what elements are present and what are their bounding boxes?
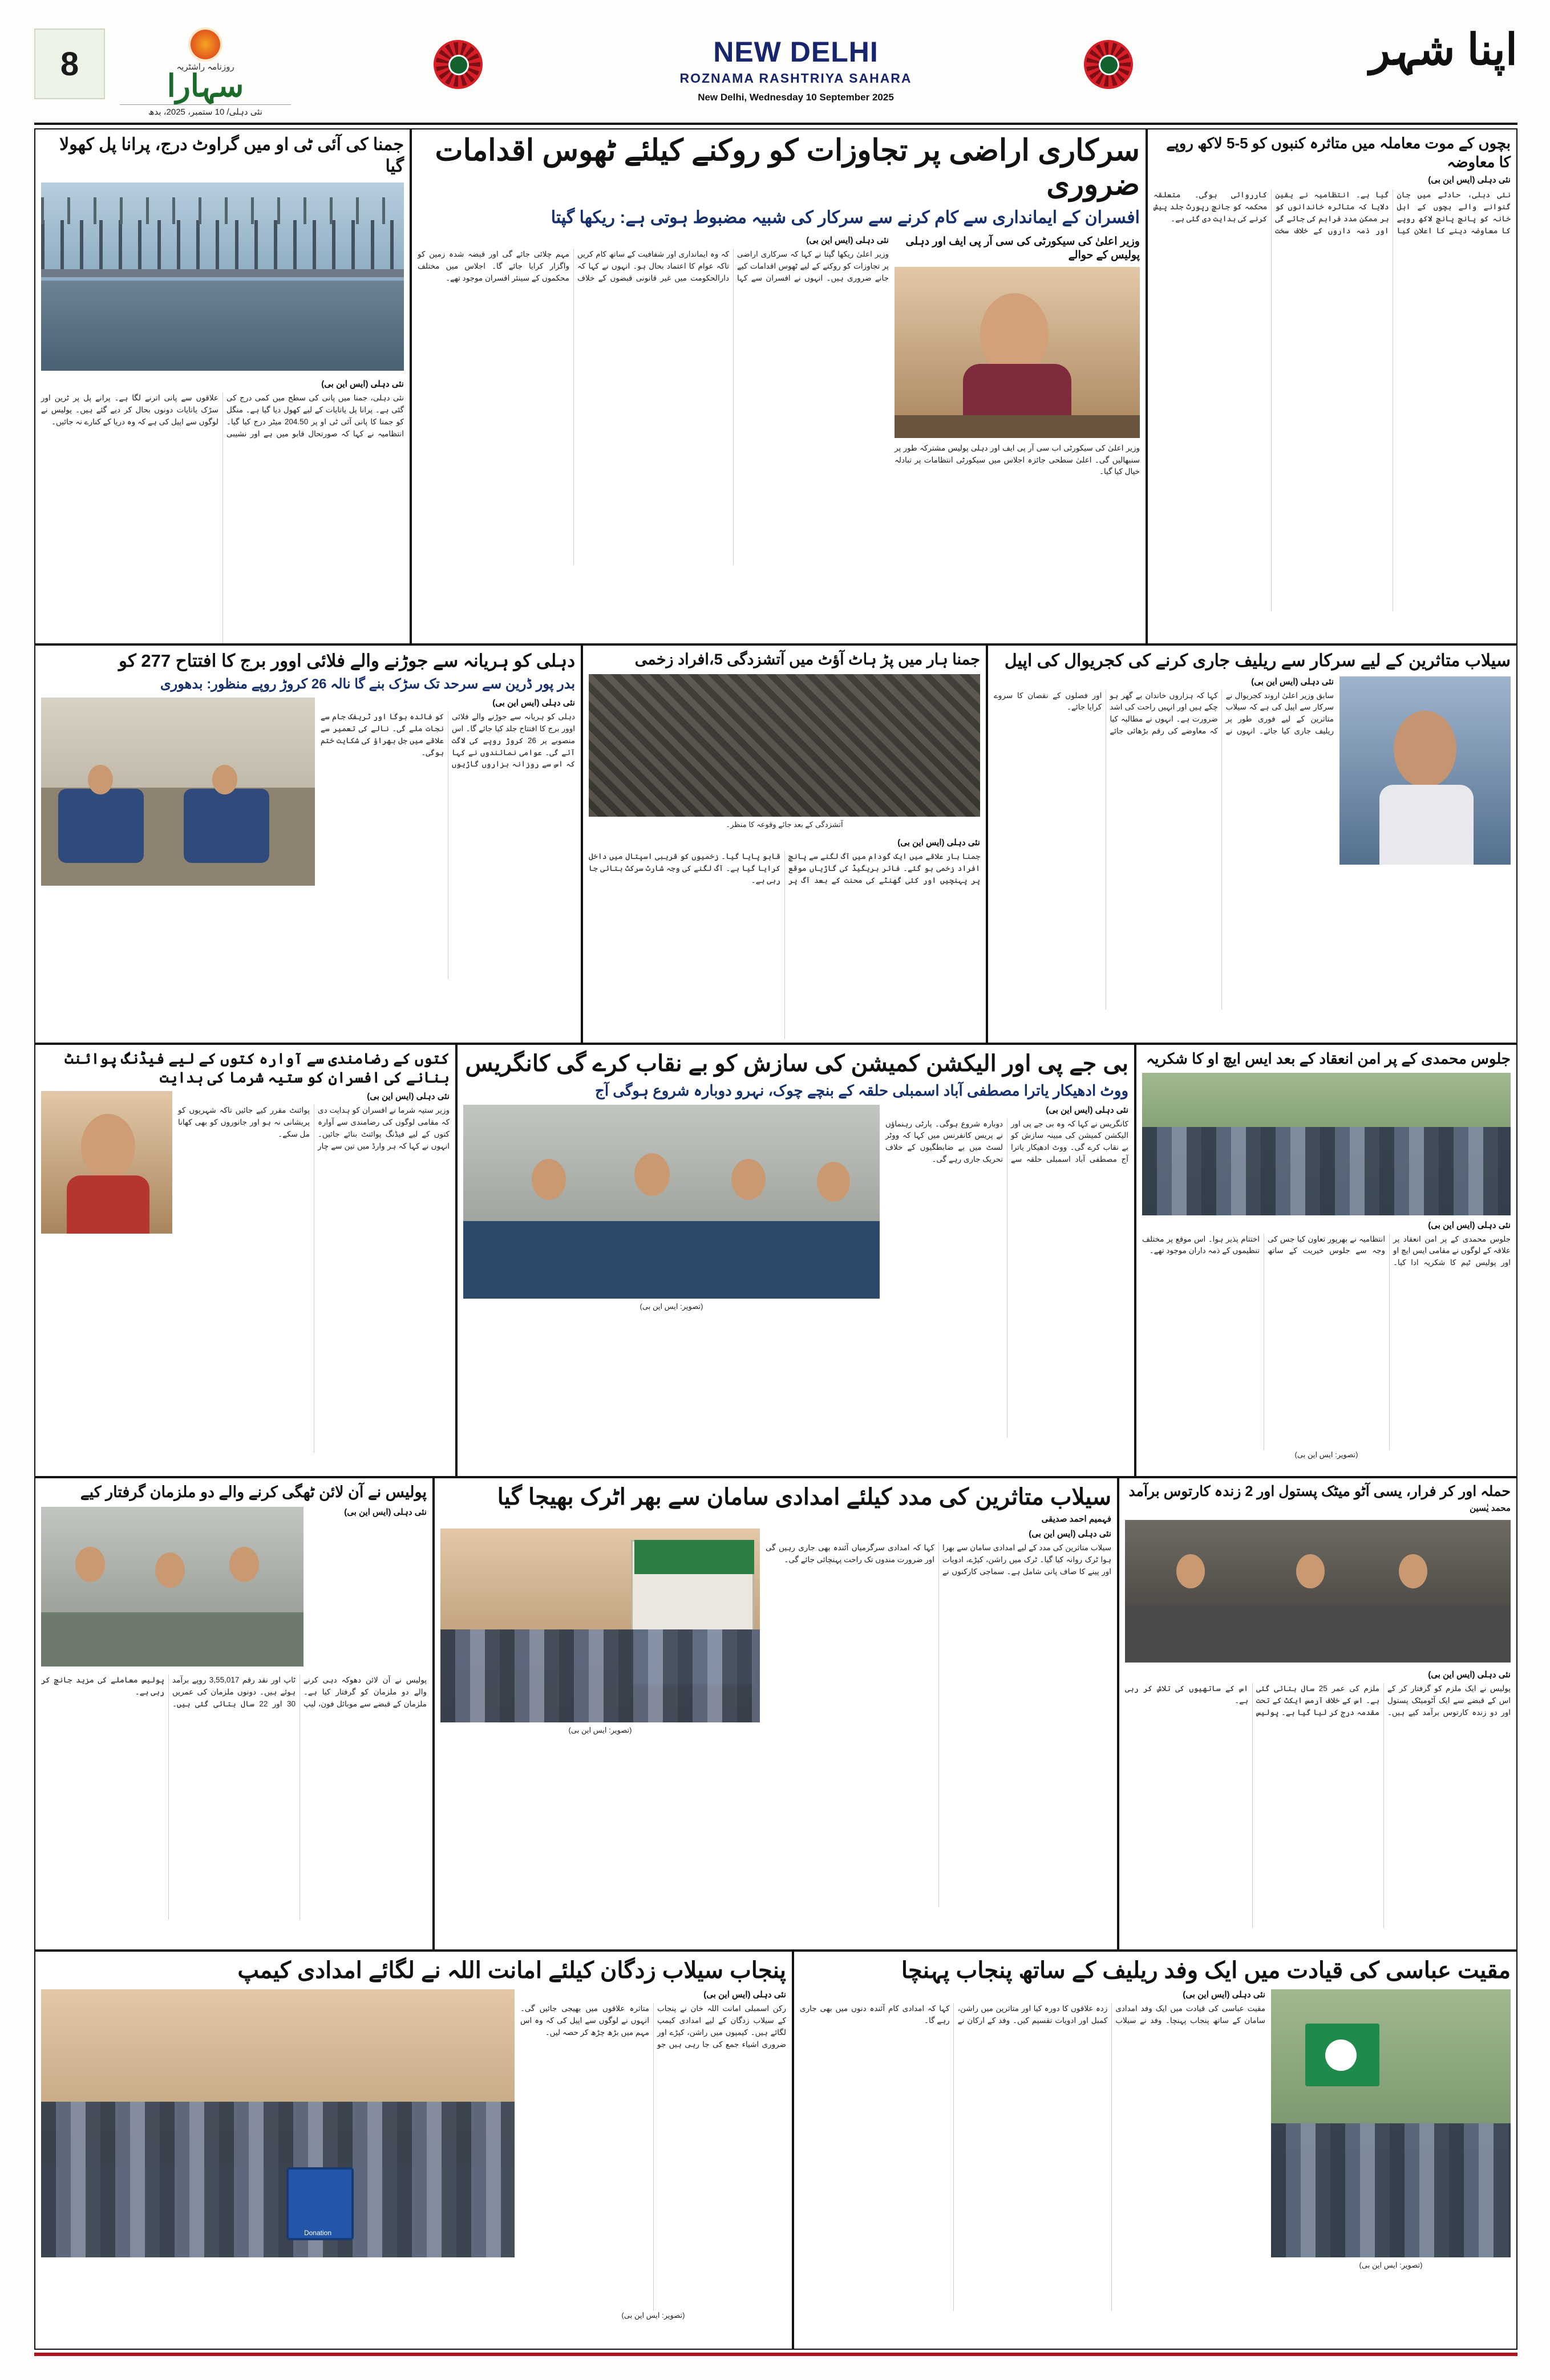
article-photo [41, 183, 404, 371]
headline: جمنا ہار میں پڑ ہاٹ آؤٹ میں آتشزدگی 5،افراد زخمی [634, 651, 980, 668]
masthead-center [525, 35, 1067, 103]
photo-caption: آتشزدگی کے بعد جائے وقوعہ کا منظر۔ [726, 820, 843, 829]
photo-caption: (تصویر: ایس این بی) [1359, 2261, 1423, 2269]
article-photo [1339, 676, 1511, 865]
photo-caption: (تصویر: ایس این بی) [568, 1726, 632, 1734]
article-jamuna-fire [582, 644, 987, 1044]
article-body: سابق وزیر اعلیٰ اروند کجریوال نے سرکار سے اپیل کی ہے کہ سیلاب متاثرین کے لیے فوری طور پر ریلیف جاری کیا جائے۔ انہوں نے کہا کہ ہزاروں خاندان بے گھر ہو چکے ہیں اور انہیں راحت کی اشد ضرورت ہے۔ انہوں نے مطالبہ کیا کہ معاوضے کی رقم بڑھائی جائے اور فصلوں کے نقصان کا سروے کرایا جائے۔ [994, 691, 1334, 736]
byline: نئی دہلی (ایس این بی) [492, 698, 575, 708]
headline: بچوں کے موت معاملہ میں متاثرہ کنبوں کو 5-5 لاکھ روپے کا معاوضہ [1166, 135, 1511, 171]
byline: نئی دہلی (ایس این بی) [1029, 1529, 1111, 1539]
edition-subtitle: ROZNAMA RASHTRIYA SAHARA [679, 71, 912, 86]
section-title: اپنا شہر [1369, 26, 1517, 74]
article-body: وزیر اعلیٰ ریکھا گپتا نے کہا کہ سرکاری اراضی پر تجاوزات کو روکنے کے لیے ٹھوس اقدامات کیے جانے ضروری ہیں۔ انہوں نے افسران سے کہا کہ وہ ایمانداری اور شفافیت کے ساتھ کام کریں تاکہ عوام کا اعتماد بحال ہو۔ انہوں نے کہا کہ دارالحکومت میں غیر قانونی قبضوں کے خلاف مہم چلائی جائے گی اور قبضہ شدہ زمین کو واگزار کرایا جائے گا۔ اجلاس میں مختلف محکموں کے سینئر افسران موجود تھے۔ [418, 250, 889, 282]
sub-article-body: وزیر اعلیٰ کی سیکورٹی اب سی آر پی ایف اور دہلی پولیس مشترکہ طور پر سنبھالیں گی۔ اعلیٰ سطحی جائزہ اجلاس میں سیکورٹی انتظامات پر تبادلہ خیال کیا گیا۔ [895, 443, 1140, 476]
article-photo [41, 1989, 515, 2257]
rosette-icon-left [434, 40, 483, 89]
article-photo [589, 674, 980, 817]
headline: حملہ اور کر فرار، یسی آٹو میٹک پستول اور 2 زندہ کارتوس برآمد [1128, 1483, 1511, 1499]
byline: نئی دہلی (ایس این بی) [367, 1092, 450, 1101]
article-photo [1125, 1520, 1511, 1663]
article-photo [41, 698, 315, 886]
byline: نئی دہلی (ایس این بی) [897, 837, 980, 848]
article-body: وزیر ستیہ شرما نے افسران کو ہدایت دی کہ مقامی لوگوں کی رضامندی سے آوارہ کتوں کے لیے فیڈنگ پوائنٹ بنائے جائیں۔ انہوں نے کہا کہ ہر وارڈ میں تین سے چار پوائنٹ مقرر کیے جائیں تاکہ شہریوں کو پریشانی نہ ہو اور جانوروں کو بھی کھانا مل سکے۔ [178, 1106, 450, 1150]
article-photo [1142, 1073, 1511, 1215]
subheadline: بدر پور ڈرین سے سرحد تک سڑک بنے گا نالہ 26 کروڑ روپے منظور: بدھوری [160, 676, 575, 692]
rosette-icon-right [1084, 40, 1133, 89]
headline: سرکاری اراضی پر تجاوزات کو روکنے کیلئے ٹھوس اقدامات ضروری [435, 134, 1140, 201]
logo-subtitle: روزنامہ راشٹریہ [176, 62, 234, 72]
subheadline: افسران کے ایمانداری سے کام کرنے سے سرکار کی شبیہ مضبوط ہوتی ہے: ریکھا گپتا [551, 208, 1140, 227]
article-punjab-camp [34, 1951, 793, 2350]
headline: سیلاب متاثرین کے لیے سرکار سے ریلیف جاری کرنے کی کجریوال کی اپیل [1004, 651, 1511, 670]
article-photo [41, 1507, 303, 1667]
headline: مقیت عباسی کی قیادت میں ایک وفد ریلیف کے ساتھ پنجاب پہنچا [901, 1958, 1511, 1983]
article-body: رکن اسمبلی امانت اللہ خان نے پنجاب کے سیلاب زدگان کے لیے امدادی کیمپ لگائے ہیں۔ کیمپوں میں راشن، کپڑے اور ضروری اشیاء جمع کی جا رہی ہیں جو متاثرہ علاقوں میں بھیجی جائیں گی۔ انہوں نے لوگوں سے اپیل کی کہ وہ اس مہم میں بڑھ چڑھ کر حصہ لیں۔ [520, 2004, 786, 2049]
headline: بی جے پی اور الیکشن کمیشن کی سازش کو بے نقاب کرے گی کانگریس [465, 1051, 1128, 1076]
headline: سیلاب متاثرین کی مدد کیلئے امدادی سامان سے بھر اٹرک بھیجا گیا [497, 1485, 1111, 1510]
headline: پنجاب سیلاب زدگان کیلئے امانت اللہ نے لگائے امدادی کیمپ [237, 1958, 786, 1983]
article-weapons-seized [1118, 1477, 1517, 1951]
sun-icon [191, 30, 220, 59]
article-children-compensation [1147, 128, 1517, 644]
byline: نئی دہلی (ایس این بی) [1428, 1220, 1511, 1230]
sub-byline: فہمیم احمد صدیقی [1041, 1514, 1111, 1524]
article-flood-relief [987, 644, 1517, 1044]
article-body: نئی دہلی، حادثے میں جان گنوانے والے بچوں کے اہل خانہ کو پانچ پانچ لاکھ روپے کا معاوضہ دینے کا اعلان کیا گیا ہے۔ انتظامیہ نے یقین دلایا کہ متاثرہ خاندانوں کو ہر ممکن مدد فراہم کی جائے گی اور ذمہ داروں کے خلاف سخت کارروائی ہوگی۔ متعلقہ محکمہ کو جانچ رپورٹ جلد پیش کرنے کی ہدایت دی گئی ہے۔ [1154, 190, 1511, 235]
masthead-section [1278, 26, 1517, 74]
article-body: مقیت عباسی کی قیادت میں ایک وفد امدادی سامان کے ساتھ پنجاب پہنچا۔ وفد نے سیلاب زدہ علاقوں کا دورہ کیا اور متاثرین میں راشن، کمبل اور ادویات تقسیم کیں۔ وفد کے ارکان نے کہا کہ امدادی کام آئندہ دنوں میں بھی جاری رہے گا۔ [800, 2004, 1265, 2025]
article-photo [895, 267, 1140, 438]
article-online-fraud [34, 1477, 434, 1951]
article-bjp-ec-congress [456, 1044, 1135, 1477]
sub-byline: وزیر اعلیٰ کی سیکورٹی کی سی آر پی ایف اور دہلی پولیس کے حوالے [905, 236, 1140, 261]
article-land-encroachment [411, 128, 1147, 644]
headline: جمنا کی آئی ٹی او میں گراوٹ درج، پرانا پل کھولا گیا [59, 135, 404, 176]
byline: نئی دہلی (ایس این بی) [1428, 1670, 1511, 1680]
headline: دہلی کو ہریانہ سے جوڑنے والے فلائی اوور برج کا افتتاح 277 کو [119, 651, 575, 671]
edition-date: New Delhi, Wednesday 10 September 2025 [698, 92, 894, 103]
article-jalsa-mohammadi [1135, 1044, 1517, 1477]
byline: نئی دہلی (ایس این بی) [806, 236, 889, 246]
masthead [34, 23, 1517, 125]
article-feeding-points [34, 1044, 456, 1477]
photo-caption: (تصویر: ایس این بی) [1294, 1450, 1358, 1459]
headline: کتوں کے رضامندی سے آوارہ کتوں کے لیے فیڈنگ پوائنٹ بنانے کی افسران کو ستیہ شرما کی ہدایت [64, 1050, 450, 1086]
article-relief-truck [434, 1477, 1118, 1951]
byline: نئی دہلی (ایس این بی) [1046, 1105, 1128, 1115]
byline: نئی دہلی (ایس این بی) [1183, 1990, 1265, 2000]
article-body: کانگریس نے کہا کہ وہ بی جے پی اور الیکشن کمیشن کی مبینہ سازش کو بے نقاب کرے گی۔ ووٹ ادھیکار یاترا آج مصطفی آباد اسمبلی حلقہ سے دوبارہ شروع ہوگی۔ پارٹی رہنماؤں نے پریس کانفرنس میں کہا کہ ووٹر لسٹ میں بے ضابطگیوں کے خلاف تحریک جاری رہے گی۔ [885, 1119, 1128, 1164]
article-photo [463, 1105, 880, 1299]
article-punjab-relief [793, 1951, 1517, 2350]
byline: نئی دہلی (ایس این بی) [1428, 175, 1511, 185]
publication-logo [120, 30, 291, 117]
headline: پولیس نے آن لائن ٹھگی کرنے والے دو ملزمان گرفتار کیے [80, 1483, 427, 1501]
sub-byline: محمد یٰسین [1470, 1503, 1511, 1514]
article-photo [440, 1528, 760, 1722]
article-body: پولیس نے ایک ملزم کو گرفتار کر کے اس کے قبضے سے ایک آٹومیٹک پستول اور دو زندہ کارتوس برآمد کیے ہیں۔ ملزم کی عمر 25 سال بتائی گئی ہے۔ اس کے خلاف آرمس ایکٹ کے تحت مقدمہ درج کر لیا گیا ہے۔ پولیس اس کے ساتھیوں کی تلاش کر رہی ہے۔ [1125, 1684, 1511, 1717]
byline: نئی دہلی (ایس این بی) [703, 1990, 786, 2000]
byline: نئی دہلی (ایس این بی) [344, 1507, 427, 1517]
article-body: سیلاب متاثرین کی مدد کے لیے امدادی سامان سے بھرا ہوا ٹرک روانہ کیا گیا۔ ٹرک میں راشن، کپڑے، ادویات اور پینے کا صاف پانی شامل ہے۔ سماجی کارکنوں نے کہا کہ امدادی سرگرمیاں آئندہ بھی جاری رہیں گی اور ضرورت مندوں تک راحت پہنچائی جائے گی۔ [766, 1543, 1111, 1576]
article-photo [41, 1091, 172, 1234]
footer-rule [34, 2353, 1517, 2356]
photo-caption: (تصویر: ایس این بی) [621, 2311, 685, 2320]
article-body: جلوس محمدی کے پر امن انعقاد پر علاقہ کے لوگوں نے مقامی ایس ایچ او اور پولیس ٹیم کا شکریہ ادا کیا۔ انتظامیہ نے بھرپور تعاون کیا جس کی وجہ سے جلوس خیریت کے ساتھ اختتام پذیر ہوا۔ اس موقع پر مختلف تنظیموں کے ذمہ داران موجود تھے۔ [1142, 1234, 1511, 1267]
article-photo [1271, 1989, 1511, 2257]
page-grid [34, 128, 1517, 2353]
photo-caption: (تصویر: ایس این بی) [640, 1302, 703, 1311]
article-body: جمنا ہار علاقے میں ایک گودام میں آگ لگنے سے پانچ افراد زخمی ہو گئے۔ فائر بریگیڈ کی گاڑیاں موقع پر پہنچیں اور کئی گھنٹے کی محنت کے بعد آگ پر قابو پایا گیا۔ زخمیوں کو قریبی اسپتال میں داخل کرایا گیا ہے۔ آگ لگنے کی وجہ شارٹ سرکٹ بتائی جا رہی ہے۔ [589, 852, 980, 885]
article-body: نئی دہلی، جمنا میں پانی کی سطح میں کمی درج کی گئی ہے۔ پرانا پل یاتایات کے لیے کھول دیا گیا ہے۔ منگل کو جمنا کا پانی آئی ٹی او پر 204.50 میٹر درج کیا گیا۔ انتظامیہ نے کہا کہ صورتحال قابو میں ہے اور نشیبی علاقوں سے پانی اترنے لگا ہے۔ پرانے پل پر ٹرین اور سڑک یاتایات دونوں بحال کر دیے گئے ہیں۔ پولیس نے لوگوں سے اپیل کی ہے کہ وہ دریا کے کنارے نہ جائیں۔ [41, 394, 404, 438]
logo-date: نئی دہلی/ 10 ستمبر، 2025، بدھ [120, 104, 291, 117]
edition-title: NEW DELHI [713, 36, 879, 68]
logo-title: سہارا [167, 69, 244, 103]
page-number: 8 [34, 29, 105, 99]
headline: جلوس محمدی کے پر امن انعقاد کے بعد ایس ایچ او کا شکریہ [1146, 1050, 1511, 1067]
subheadline: ووٹ ادھیکار یاترا مصطفی آباد اسمبلی حلقہ کے بنچے چوک، نہرو دوبارہ شروع ہوگی آج [595, 1082, 1128, 1099]
byline: نئی دہلی (ایس این بی) [321, 379, 404, 389]
byline: نئی دہلی (ایس این بی) [1251, 676, 1334, 687]
article-body: دہلی کو ہریانہ سے جوڑنے والے فلائی اوور برج کا افتتاح جلد کیا جائے گا۔ اس منصوبے پر 26 کروڑ روپے کی لاگت آئے گی۔ عوامی نمائندوں نے کہا کہ اس سے روزانہ ہزاروں گاڑیوں کو فائدہ ہوگا اور ٹریفک جام سے نجات ملے گی۔ نالے کی تعمیر سے علاقے میں جل بھراؤ کی شکایت ختم ہوگی۔ [321, 712, 575, 769]
article-jamuna-bridge [34, 128, 411, 644]
article-body: پولیس نے آن لائن دھوکہ دہی کرنے والے دو ملزمان کو گرفتار کیا ہے۔ ملزمان کے قبضے سے موبائل فون، لیپ ٹاپ اور نقد رقم 3,55,017 روپے برآمد ہوئے ہیں۔ دونوں ملزمان کی عمریں 30 اور 22 سال بتائی گئی ہیں۔ پولیس معاملے کی مزید جانچ کر رہی ہے۔ [41, 1675, 427, 1708]
article-delhi-haryana-bridge [34, 644, 582, 1044]
donation-box-label: Donation [303, 2229, 332, 2237]
